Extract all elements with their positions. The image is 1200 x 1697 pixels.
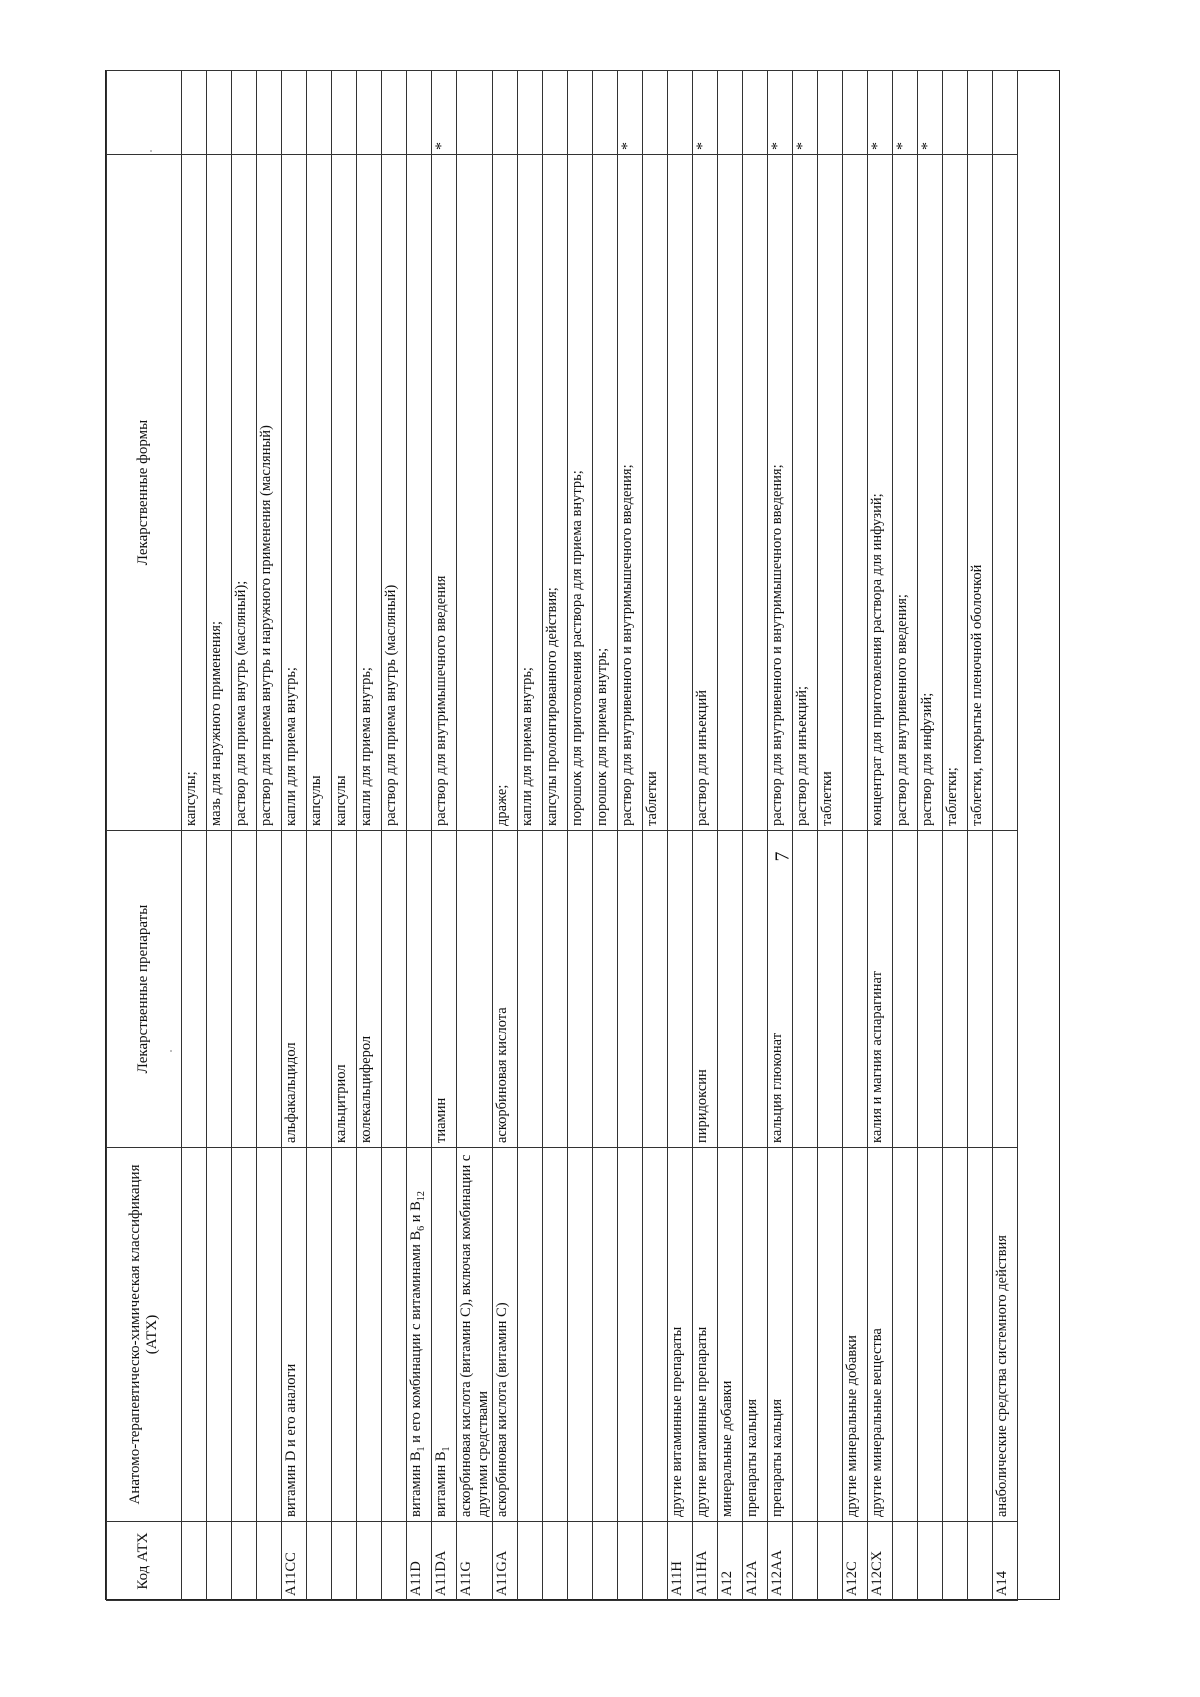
cell-mark [332, 71, 357, 155]
table-row [718, 71, 743, 1601]
table-row [518, 71, 543, 1601]
cell-classification [232, 1148, 257, 1522]
cell-code: A11GA [493, 1522, 518, 1601]
cell-form: концентрат для приготовления раствора для инфузий; [868, 155, 893, 831]
cell-mark [382, 71, 407, 155]
cell-classification: витамин $B_1$ и его комбинации с витаминами $B_6$ и $B_{12}$ [407, 1148, 432, 1522]
cell-form: таблетки; [943, 155, 968, 831]
cell-classification [543, 1148, 568, 1522]
cell-classification: витамин D и его аналоги [282, 1148, 307, 1522]
table-row [968, 71, 993, 1601]
cell-form: капсулы [332, 155, 357, 831]
cell-preparation: пиридоксин [693, 831, 718, 1148]
cell-form: раствор для приема внутрь и наружного применения (масляный) [257, 155, 282, 831]
cell-preparation [382, 831, 407, 1148]
cell-code: A12CX [868, 1522, 893, 1601]
cell-code: A11DA [432, 1522, 457, 1601]
table-row [232, 71, 257, 1601]
cell-mark [643, 71, 668, 155]
cell-classification [307, 1148, 332, 1522]
cell-code [893, 1522, 918, 1601]
scan-speck [170, 1050, 172, 1052]
cell-preparation [643, 831, 668, 1148]
cell-preparation: аскорбиновая кислота [493, 831, 518, 1148]
cell-form: капсулы; [182, 155, 207, 831]
cell-classification [643, 1148, 668, 1522]
cell-mark: * [432, 71, 457, 155]
cell-classification [357, 1148, 382, 1522]
cell-preparation [668, 831, 693, 1148]
cell-preparation [182, 831, 207, 1148]
cell-form: раствор для приема внутрь (масляный); [232, 155, 257, 831]
cell-code: A11H [668, 1522, 693, 1601]
cell-preparation [968, 831, 993, 1148]
cell-classification [382, 1148, 407, 1522]
cell-mark [207, 71, 232, 155]
cell-preparation [818, 831, 843, 1148]
cell-preparation: альфакальцидол [282, 831, 307, 1148]
cell-code [332, 1522, 357, 1601]
cell-mark [668, 71, 693, 155]
cell-form [993, 155, 1018, 831]
page-number: 7 [771, 851, 794, 862]
cell-mark: * [918, 71, 943, 155]
atc-table-rotated [106, 71, 1061, 1601]
cell-classification: другие минеральные добавки [843, 1148, 868, 1522]
cell-classification [568, 1148, 593, 1522]
cell-classification [968, 1148, 993, 1522]
cell-mark [407, 71, 432, 155]
cell-code: A12C [843, 1522, 868, 1601]
cell-preparation: колекальциферол [357, 831, 382, 1148]
cell-mark [843, 71, 868, 155]
cell-code [918, 1522, 943, 1601]
cell-preparation: кальция глюконат [768, 831, 793, 1148]
cell-form: раствор для внутримышечного введения [432, 155, 457, 831]
table-row [357, 71, 382, 1601]
header-atc-classification: Анатомо-терапевтическо-химическая классификация (АТХ) [107, 1148, 182, 1522]
cell-form [843, 155, 868, 831]
cell-code [818, 1522, 843, 1601]
cell-classification [332, 1148, 357, 1522]
cell-classification: другие витаминные препараты [693, 1148, 718, 1522]
cell-mark: * [868, 71, 893, 155]
atc-table-frame [105, 70, 1060, 1600]
cell-form: таблетки [818, 155, 843, 831]
table-row [282, 71, 307, 1601]
cell-form: драже; [493, 155, 518, 831]
cell-classification [207, 1148, 232, 1522]
cell-classification [518, 1148, 543, 1522]
cell-mark [943, 71, 968, 155]
table-row [593, 71, 618, 1601]
table-row [643, 71, 668, 1601]
cell-mark [718, 71, 743, 155]
cell-code [307, 1522, 332, 1601]
cell-preparation [893, 831, 918, 1148]
header-mark [107, 71, 182, 155]
cell-classification [893, 1148, 918, 1522]
cell-classification: анаболические средства системного действия [993, 1148, 1018, 1522]
cell-code [593, 1522, 618, 1601]
cell-form [718, 155, 743, 831]
table-row [568, 71, 593, 1601]
cell-preparation: тиамин [432, 831, 457, 1148]
table-row [868, 71, 893, 1601]
table-header-row [107, 71, 182, 1601]
cell-mark [518, 71, 543, 155]
cell-code [518, 1522, 543, 1601]
cell-classification: аскорбиновая кислота (витамин С) [493, 1148, 518, 1522]
cell-form: раствор для инъекций; [793, 155, 818, 831]
cell-classification [618, 1148, 643, 1522]
cell-form: раствор для внутривенного и внутримышечного введения; [768, 155, 793, 831]
table-row [543, 71, 568, 1601]
cell-code [382, 1522, 407, 1601]
cell-code [943, 1522, 968, 1601]
cell-form [457, 155, 493, 831]
table-row [893, 71, 918, 1601]
cell-preparation [407, 831, 432, 1148]
cell-mark [818, 71, 843, 155]
table-row [493, 71, 518, 1601]
cell-form: капли для приема внутрь; [357, 155, 382, 831]
table-row [207, 71, 232, 1601]
cell-preparation [457, 831, 493, 1148]
cell-preparation [943, 831, 968, 1148]
cell-preparation [232, 831, 257, 1148]
table-row [768, 71, 793, 1601]
cell-classification [182, 1148, 207, 1522]
table-row [668, 71, 693, 1601]
cell-form: мазь для наружного применения; [207, 155, 232, 831]
cell-mark [282, 71, 307, 155]
table-row [407, 71, 432, 1601]
cell-classification: витамин $B_1$ [432, 1148, 457, 1522]
cell-mark: * [793, 71, 818, 155]
cell-mark: * [768, 71, 793, 155]
cell-mark [568, 71, 593, 155]
cell-code [568, 1522, 593, 1601]
cell-code: A12A [743, 1522, 768, 1601]
cell-preparation: кальцитриол [332, 831, 357, 1148]
cell-classification: минеральные добавки [718, 1148, 743, 1522]
cell-classification [593, 1148, 618, 1522]
cell-mark [182, 71, 207, 155]
cell-classification: аскорбиновая кислота (витамин С), включая комбинации с другими средствами [457, 1148, 493, 1522]
cell-classification [257, 1148, 282, 1522]
cell-code: A12 [718, 1522, 743, 1601]
scan-speck [150, 150, 152, 152]
cell-classification: другие минеральные вещества [868, 1148, 893, 1522]
cell-mark: * [893, 71, 918, 155]
cell-preparation [918, 831, 943, 1148]
cell-preparation [993, 831, 1018, 1148]
table-row [182, 71, 207, 1601]
cell-code: A11CC [282, 1522, 307, 1601]
table-row [918, 71, 943, 1601]
cell-code: A11HA [693, 1522, 718, 1601]
cell-mark [493, 71, 518, 155]
cell-code [257, 1522, 282, 1601]
cell-preparation [593, 831, 618, 1148]
cell-code [618, 1522, 643, 1601]
cell-form: порошок для приема внутрь; [593, 155, 618, 831]
table-body [182, 71, 1018, 1601]
cell-preparation [793, 831, 818, 1148]
cell-form: капсулы [307, 155, 332, 831]
cell-form: раствор для приема внутрь (масляный) [382, 155, 407, 831]
table-row [818, 71, 843, 1601]
cell-form: таблетки [643, 155, 668, 831]
cell-form [743, 155, 768, 831]
cell-preparation [257, 831, 282, 1148]
cell-preparation [718, 831, 743, 1148]
cell-classification: препараты кальция [743, 1148, 768, 1522]
cell-mark [257, 71, 282, 155]
cell-preparation: калия и магния аспарагинат [868, 831, 893, 1148]
cell-preparation [307, 831, 332, 1148]
cell-mark [543, 71, 568, 155]
cell-form: раствор для инъекций [693, 155, 718, 831]
cell-form: раствор для внутривенного введения; [893, 155, 918, 831]
cell-preparation [568, 831, 593, 1148]
cell-form [668, 155, 693, 831]
table-row [432, 71, 457, 1601]
cell-classification [918, 1148, 943, 1522]
table-row [307, 71, 332, 1601]
cell-preparation [743, 831, 768, 1148]
table-row [457, 71, 493, 1601]
cell-mark [457, 71, 493, 155]
table-row [843, 71, 868, 1601]
cell-code: A12AA [768, 1522, 793, 1601]
cell-classification [943, 1148, 968, 1522]
cell-form: таблетки, покрытые пленочной оболочкой [968, 155, 993, 831]
cell-mark [357, 71, 382, 155]
cell-code: A14 [993, 1522, 1018, 1601]
cell-classification: препараты кальция [768, 1148, 793, 1522]
table-row [743, 71, 768, 1601]
cell-code [207, 1522, 232, 1601]
cell-code [232, 1522, 257, 1601]
table-row [993, 71, 1018, 1601]
cell-classification [793, 1148, 818, 1522]
cell-form: раствор для внутривенного и внутримышечного введения; [618, 155, 643, 831]
header-preparations: Лекарственные препараты [107, 831, 182, 1148]
cell-code: A11G [457, 1522, 493, 1601]
table-row [257, 71, 282, 1601]
cell-classification [818, 1148, 843, 1522]
cell-code [793, 1522, 818, 1601]
cell-code [182, 1522, 207, 1601]
cell-mark [593, 71, 618, 155]
cell-code [543, 1522, 568, 1601]
cell-code [968, 1522, 993, 1601]
table-row [332, 71, 357, 1601]
cell-preparation [618, 831, 643, 1148]
table-row [382, 71, 407, 1601]
cell-mark [993, 71, 1018, 155]
cell-preparation [207, 831, 232, 1148]
cell-code [643, 1522, 668, 1601]
cell-form: порошок для приготовления раствора для приема внутрь; [568, 155, 593, 831]
cell-classification: другие витаминные препараты [668, 1148, 693, 1522]
cell-code: A11D [407, 1522, 432, 1601]
table-row [793, 71, 818, 1601]
cell-code [357, 1522, 382, 1601]
atc-drug-table [106, 70, 1018, 1601]
table-row [618, 71, 643, 1601]
header-atc-code: Код АТХ [107, 1522, 182, 1601]
cell-mark [968, 71, 993, 155]
cell-mark: * [618, 71, 643, 155]
cell-preparation [843, 831, 868, 1148]
cell-mark: * [693, 71, 718, 155]
cell-form: капсулы пролонгированного действия; [543, 155, 568, 831]
cell-form: раствор для инфузий; [918, 155, 943, 831]
cell-mark [307, 71, 332, 155]
cell-mark [743, 71, 768, 155]
cell-form: капли для приема внутрь; [518, 155, 543, 831]
header-dosage-forms: Лекарственные формы [107, 155, 182, 831]
cell-preparation [518, 831, 543, 1148]
cell-form: капли для приема внутрь; [282, 155, 307, 831]
table-row [693, 71, 718, 1601]
cell-preparation [543, 831, 568, 1148]
cell-mark [232, 71, 257, 155]
table-row [943, 71, 968, 1601]
cell-form [407, 155, 432, 831]
